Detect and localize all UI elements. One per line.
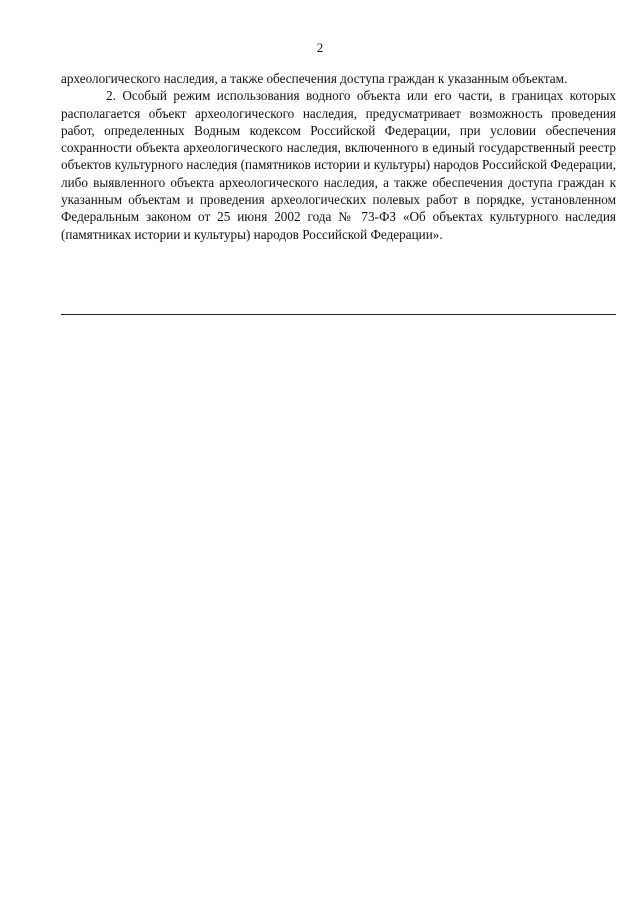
document-body bbox=[61, 70, 616, 243]
closing-divider-line bbox=[61, 314, 616, 315]
page-number: 2 bbox=[316, 40, 324, 55]
paragraph-2: 2. Особый режим использования водного объекта или его части, в границах которых располагается объект археологического наследия, предусматривает возможность проведения работ, определенных Водным кодексом Российской Федерации, при условии обеспечения сохранности объекта археологического наследия, включенного в единый государственный реестр объектов культурного наследия (памятников истории и культуры) народов Российской Федерации, либо выявленного объекта археологического наследия, а также обеспечения доступа граждан к указанным объектам и проведения археологических полевых работ в порядке, установленном Федеральным законом от 25 июня 2002 года № 73-ФЗ «Об объектах культурного наследия (памятниках истории и культуры) народов Российской Федерации». bbox=[61, 88, 616, 242]
paragraph-continuation: археологического наследия, а также обеспечения доступа граждан к указанным объектам. bbox=[61, 71, 568, 86]
